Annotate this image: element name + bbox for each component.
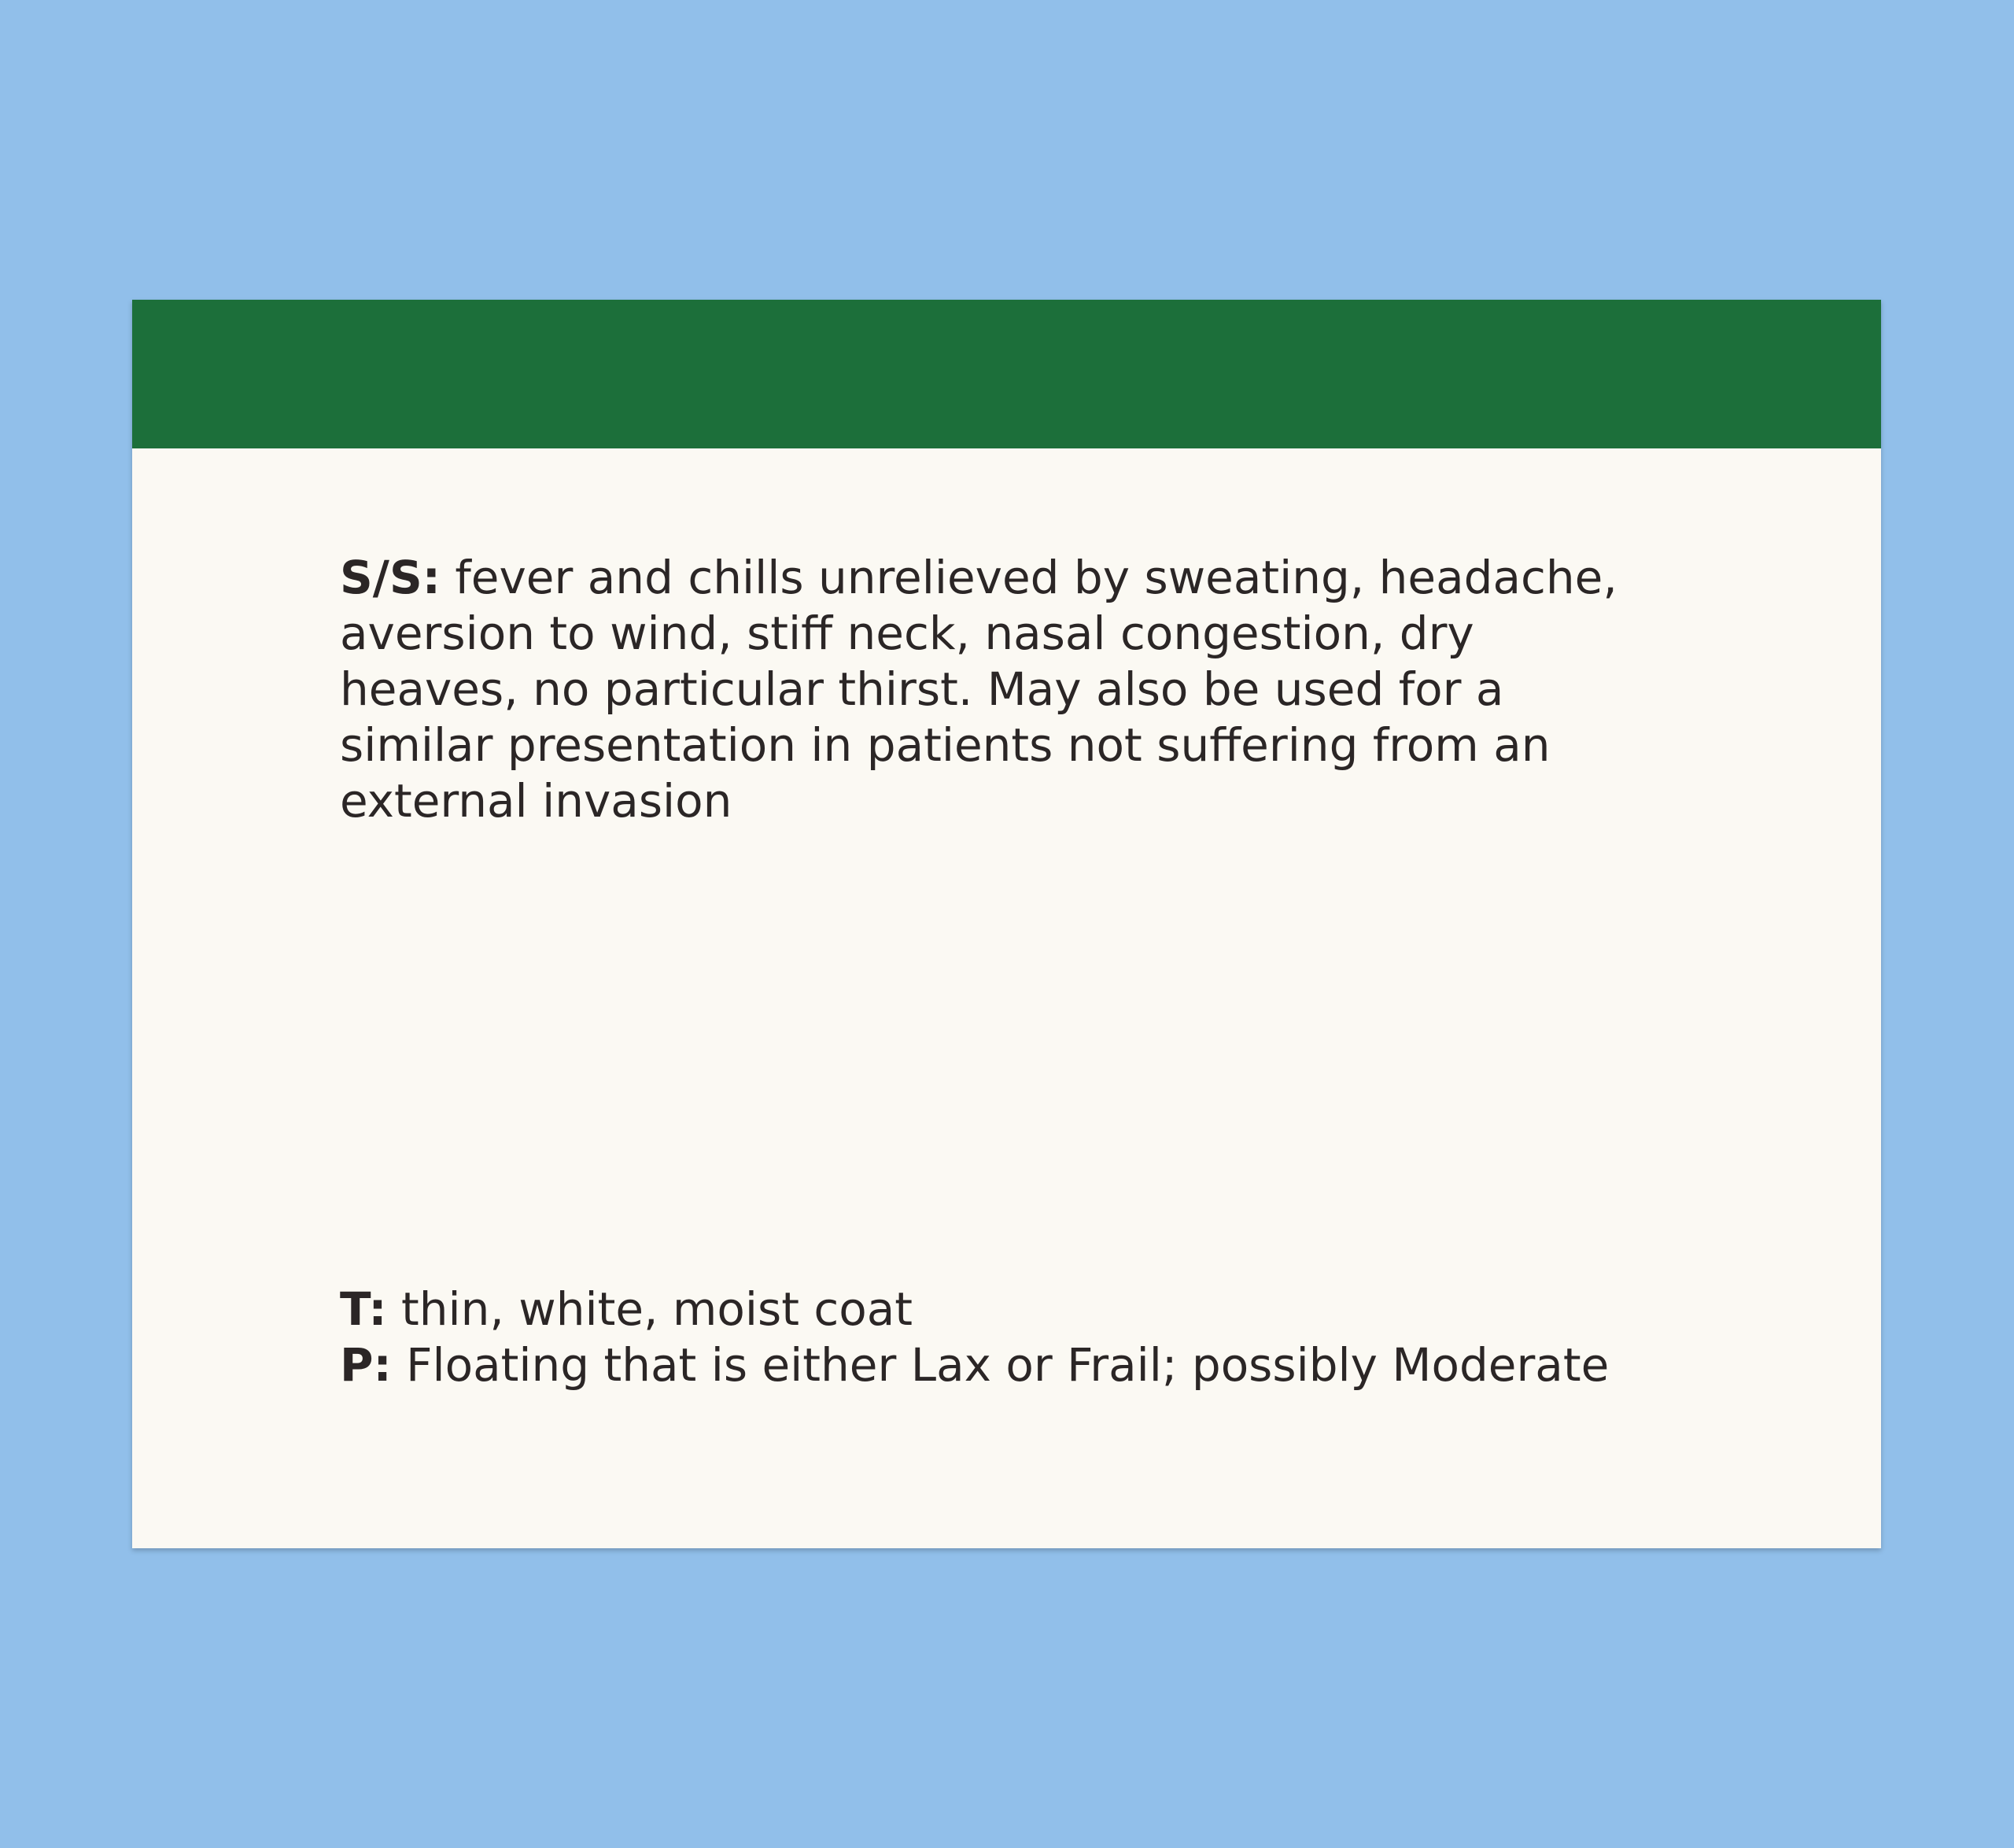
tongue-line bbox=[340, 1282, 1684, 1337]
symptoms-text-line-2: aversion to wind, stiff neck, nasal congestion, dry bbox=[340, 607, 1474, 660]
flash-card bbox=[132, 300, 1881, 1548]
symptoms-text-line-5: external invasion bbox=[340, 774, 732, 828]
symptoms-text-line-1: fever and chills unrelieved by sweating, headache, bbox=[455, 551, 1617, 604]
card-header-band bbox=[132, 300, 1881, 448]
pulse-label: P: bbox=[340, 1338, 392, 1392]
pulse-line bbox=[340, 1337, 1684, 1393]
symptoms-label: S/S: bbox=[340, 551, 441, 604]
symptoms-line-1 bbox=[340, 550, 1684, 606]
symptoms-text-line-4: similar presentation in patients not suffering from an bbox=[340, 718, 1551, 772]
tongue-text: thin, white, moist coat bbox=[401, 1282, 913, 1336]
symptoms-section bbox=[340, 550, 1684, 829]
tongue-pulse-section bbox=[340, 1282, 1684, 1393]
symptoms-text-line-3: heaves, no particular thirst. May also be used for a bbox=[340, 662, 1504, 716]
tongue-label: T: bbox=[340, 1282, 387, 1336]
pulse-text: Floating that is either Lax or Frail; possibly Moderate bbox=[406, 1338, 1610, 1392]
